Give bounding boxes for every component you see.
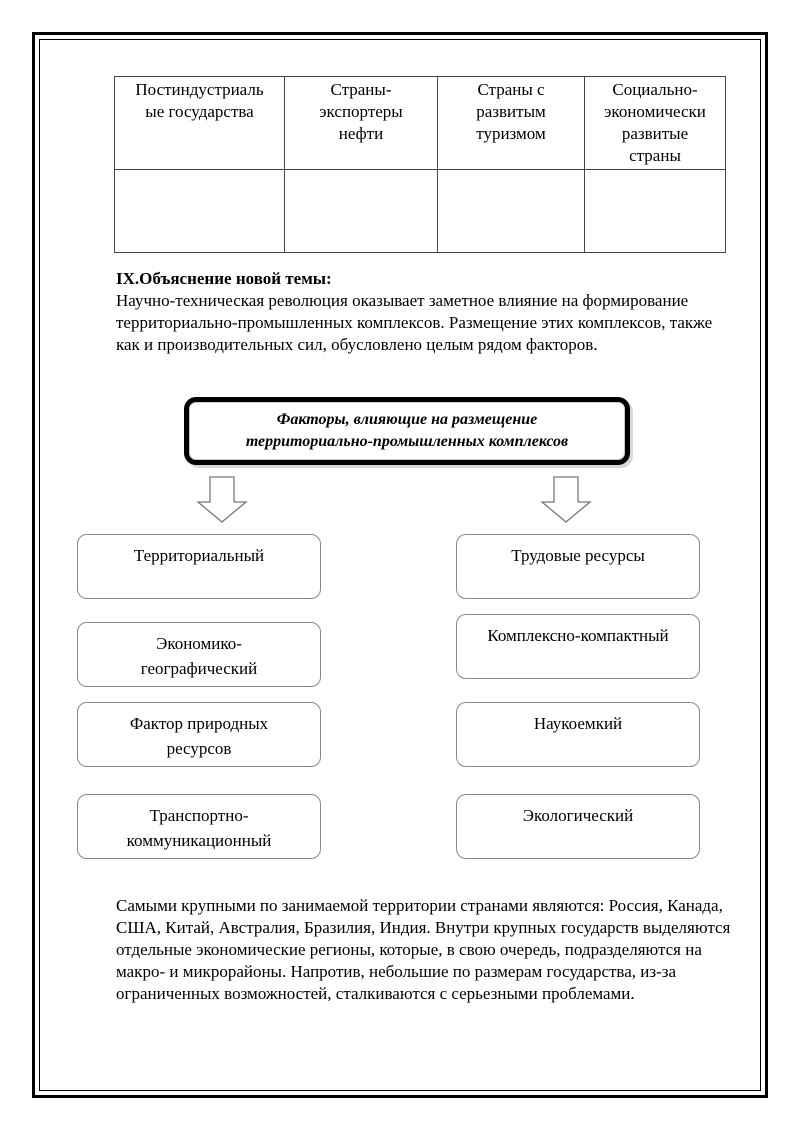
factor-label: Экономико- географический (140, 634, 258, 678)
table-header-row (115, 77, 726, 170)
intro-paragraph: Научно-техническая революция оказывает заметное влияние на формирование территориально-промышленных комплексов. Размещение этих комплексов, также как и производительных сил, обусловлено целым рядом факторов. (116, 291, 713, 354)
table-row (115, 170, 726, 253)
factor-box-territorial (77, 534, 321, 599)
factor-label: Фактор природных ресурсов (129, 714, 269, 758)
section-title: IX.Объяснение новой темы: (116, 269, 332, 288)
factor-label: Экологический (522, 806, 634, 825)
closing-paragraph: Самыми крупными по занимаемой территории странами являются: Россия, Канада, США, Китай, Австралия, Бразилия, Индия. Внутри крупных государств выделяются отдельные экономические регионы, которые, в свою очередь, подразделяются на макро- и микрорайоны. Напротив, небольшие по размерам государства, из-за ограниченных возможностей, сталкиваются с серьезными проблемами. (116, 896, 731, 1003)
down-arrow-right-icon (540, 476, 592, 524)
factor-box-labor (456, 534, 700, 599)
factor-label: Наукоемкий (533, 714, 623, 733)
table-header-cell: Постиндустриаль ые государства (115, 77, 285, 170)
factor-box-ecological (456, 794, 700, 859)
table-cell-empty[interactable] (285, 170, 438, 253)
factor-box-science-intensive (456, 702, 700, 767)
factor-box-complex-compact (456, 614, 700, 679)
factor-label: Комплексно-компактный (487, 626, 669, 645)
table-header-cell: Социально- экономически развитые страны (585, 77, 726, 170)
table-header-cell: Страны с развитым туризмом (438, 77, 585, 170)
country-types-table (114, 76, 726, 253)
factor-box-economic-geographic (77, 622, 321, 687)
down-arrow-left-icon (196, 476, 248, 524)
factor-label: Транспортно- коммуникационный (126, 806, 272, 850)
factor-label: Трудовые ресурсы (511, 546, 645, 565)
table-cell-empty[interactable] (585, 170, 726, 253)
factor-label: Территориальный (133, 546, 265, 565)
diagram-header-box (184, 397, 630, 465)
diagram-header-text: Факторы, влияющие на размещение территориально-промышленных комплексов (245, 411, 569, 450)
table-cell-empty[interactable] (115, 170, 285, 253)
table-header-cell: Страны- экспортеры нефти (285, 77, 438, 170)
factor-box-transport (77, 794, 321, 859)
table-cell-empty[interactable] (438, 170, 585, 253)
factor-box-natural-resources (77, 702, 321, 767)
